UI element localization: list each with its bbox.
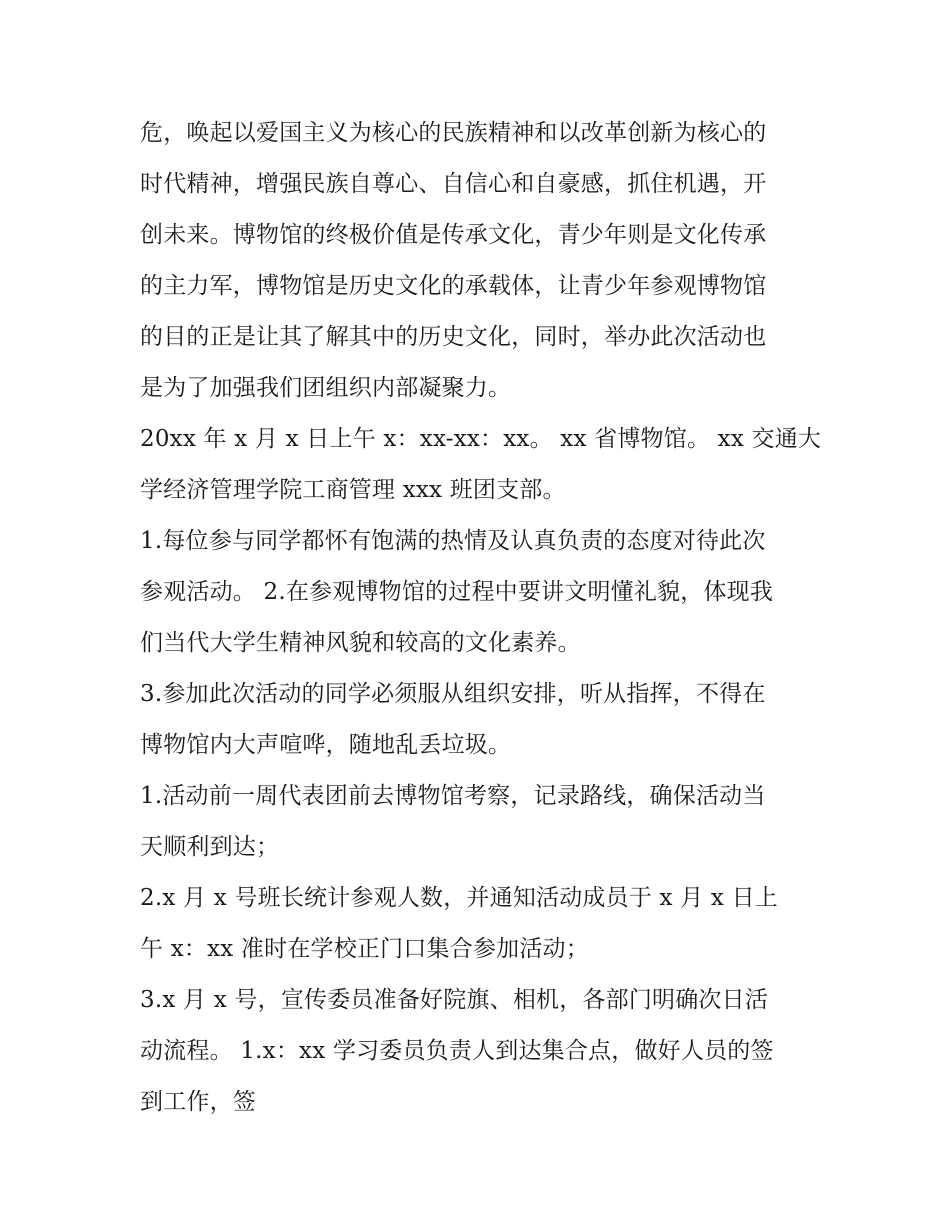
text-line: 博物馆内大声喧哗，随地乱丢垃圾。 xyxy=(140,732,512,758)
text-line: 危，唤起以爱国主义为核心的民族精神和以改革创新为核心的 xyxy=(140,120,767,146)
text-line: 时代精神，增强民族自尊心、自信心和自豪感，抓住机遇，开 xyxy=(140,171,767,197)
text-line: 3.x 月 x 号，宣传委员准备好院旗、相机，各部门明确次日活 xyxy=(140,987,769,1013)
text-line: 参观活动。 2.在参观博物馆的过程中要讲文明懂礼貌，体现我 xyxy=(140,579,774,605)
text-line: 的主力军，博物馆是历史文化的承载体，让青少年参观博物馆 xyxy=(140,273,767,299)
text-line: 3.参加此次活动的同学必须服从组织安排，听从指挥，不得在 xyxy=(140,681,766,707)
text-line: 2.x 月 x 号班长统计参观人数，并通知活动成员于 x 月 x 日上 xyxy=(140,885,779,911)
text-line: 午 x：xx 准时在学校正门口集合参加活动； xyxy=(140,936,589,962)
text-line: 1.活动前一周代表团前去博物馆考察，记录路线，确保活动当 xyxy=(140,783,766,809)
text-line: 学经济管理学院工商管理 xxx 班团支部。 xyxy=(140,477,566,503)
text-line: 1.每位参与同学都怀有饱满的热情及认真负责的态度对待此次 xyxy=(140,528,766,554)
text-line: 是为了加强我们团组织内部凝聚力。 xyxy=(140,375,512,401)
text-line: 创未来。博物馆的终极价值是传承文化，青少年则是文化传承 xyxy=(140,222,767,248)
text-line: 20xx 年 x 月 x 日上午 x：xx-xx：xx。 xx 省博物馆。 xx 交通大 xyxy=(140,426,822,452)
body-text xyxy=(140,108,820,1128)
text-line: 天顺利到达； xyxy=(140,834,280,860)
text-line: 的目的正是让其了解其中的历史文化，同时，举办此次活动也 xyxy=(140,324,767,350)
text-line: 动流程。 1.x：xx 学习委员负责人到达集合点，做好人员的签 xyxy=(140,1038,774,1064)
text-line: 到工作，签 xyxy=(140,1089,256,1115)
text-line: 们当代大学生精神风貌和较高的文化素养。 xyxy=(140,630,581,656)
